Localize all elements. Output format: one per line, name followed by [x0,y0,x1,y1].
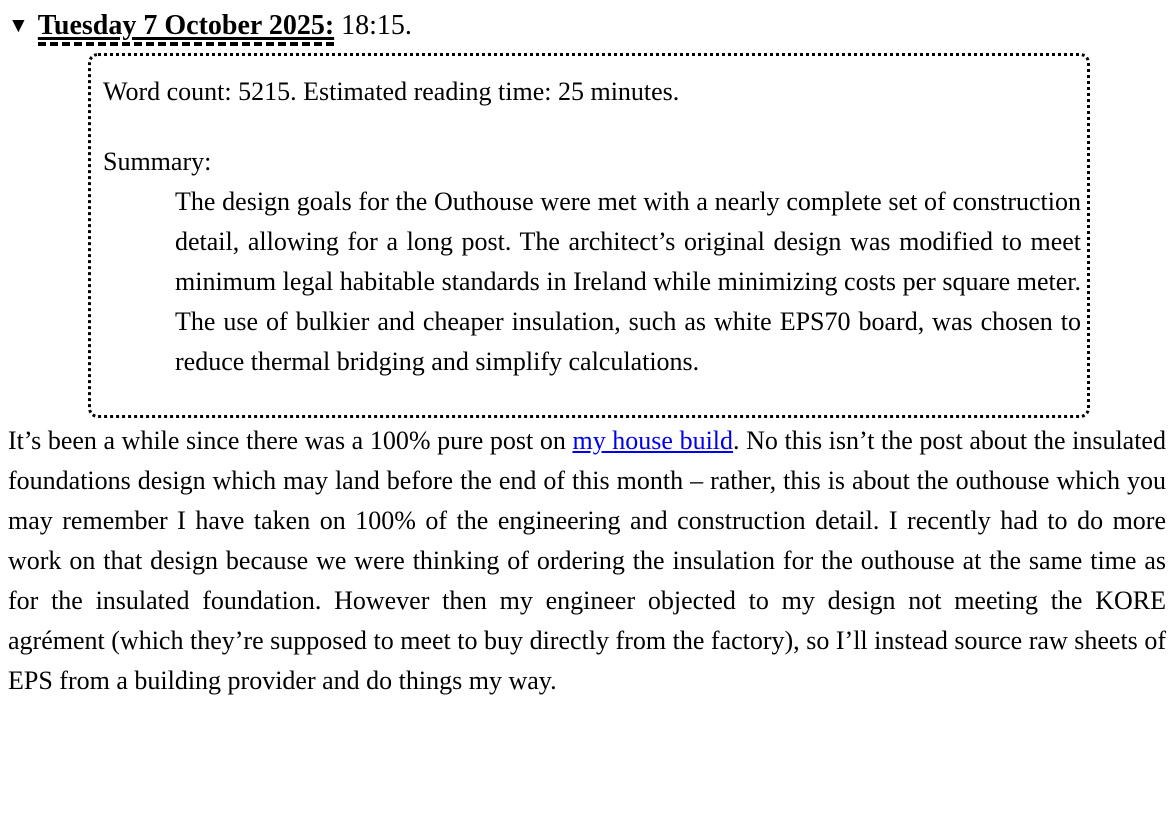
body-text-before-link: It’s been a while since there was a 100% pure post on [8,426,573,455]
post-body-paragraph [8,421,1166,701]
entry-header [8,8,1166,43]
entry-time: 18:15. [334,10,412,41]
body-text-after-link: . No this isn’t the post about the insulated foundations design which may land before the end of this month – rather, this is about the outhouse which you may remember I have taken on 100% of the engineering and construction detail. I recently had to do more work on that design because we were thinking of ordering the insulation for the outhouse at the same time as for the insulated foundation. However then my engineer objected to my design not meeting the KORE agrément (which they’re supposed to meet to buy directly from the factory), so I’ll instead source raw sheets of EPS from a building provider and do things my way. [8,426,1166,695]
my-house-build-link[interactable]: my house build [572,426,734,455]
summary-box [88,53,1090,418]
word-count-line: Word count: 5215. Estimated reading time: 25 minutes. [103,77,680,106]
summary-label: Summary: [103,147,212,176]
summary-text: The design goals for the Outhouse were met with a nearly complete set of construction detail, allowing for a long post. The architect’s original design was modified to meet minimum legal habitable standards in Ireland while minimizing costs per square meter. The use of bulkier and cheaper insulation, such as white EPS70 board, was chosen to reduce thermal bridging and simplify calculations. [175,187,1081,376]
disclosure-triangle-icon[interactable]: ▼ [8,13,29,37]
entry-date-heading[interactable]: Tuesday 7 October 2025: [38,10,334,46]
